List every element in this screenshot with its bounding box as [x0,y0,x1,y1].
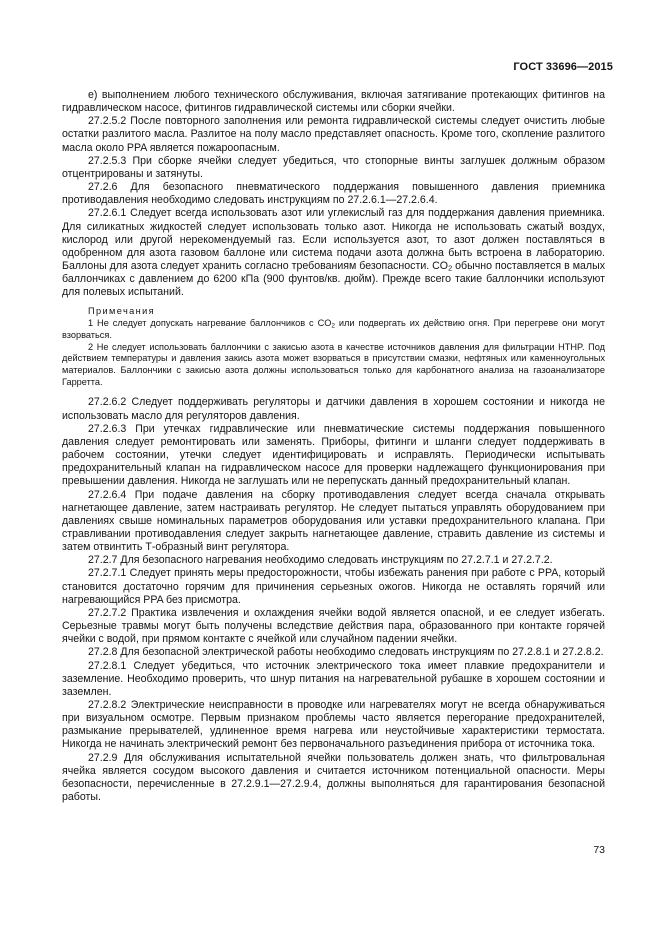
paragraph: 27.2.8 Для безопасной электрической работы необходимо следовать инструкциям по 27.2.8.1 и 27.2.8.2. [88,646,604,659]
paragraph-27-2-6-1 [62,207,605,299]
subscript: 2 [448,263,453,273]
paragraph: 27.2.6.4 При подаче давления на сборку противодавления следует всегда сначала открывать нагнетающее давление, затем настраивать регулятор. Не следует пытаться управлять оборудованием при давлениях свыше номинальных параметров оборудования или уставки предохранительного клапана. При стравливании противодавления следует закрыть нагнетающее давление, стравить давление из системы и затем отвинтить Т-образный винт регулятора. [62,488,605,554]
paragraph: 27.2.6 Для безопасного пневматического поддержания повышенного давления приемника противодавления необходимо следовать инструкциям по 27.2.6.1—27.2.6.4. [62,181,605,207]
notes-title: Примечания [88,305,156,316]
paragraph: 27.2.6.2 Следует поддерживать регуляторы и датчики давления в хорошем состоянии и никогда не использовать масло для регуляторов давления. [62,396,605,422]
note-1 [62,318,605,341]
body-text [62,89,605,804]
paragraph: 27.2.8.2 Электрические неисправности в проводке или нагревателях могут не всегда обнаруживаться при визуальном осмотре. Первым признаком проблемы часто является перегорание предохранителей, размыкание прерывателей, удлиненное время нагрева или неустойчивые характеристики термостата. Никогда не начинать электрический ремонт без первоначального разъединения прибора от источника тока. [62,699,605,751]
paragraph: e) выполнением любого технического обслуживания, включая затягивание протекающих фитингов на гидравлическом насосе, фитингов гидравлической системы или сборки ячейки. [62,89,605,115]
note-text-tail: или подвергать их действию огня. При перегреве они могут взорваться. [62,318,605,340]
paragraph: 27.2.7 Для безопасного нагревания необходимо следовать инструкциям по 27.2.7.1 и 27.2.7.2. [88,554,553,567]
note-2: 2 Не следует использовать баллончики с закисью азота в качестве источников давления для фильтрации HTHP. Под действием температуры и давления закись азота может взорваться в присутствии смазки, нефтяных или каменноугольных материалов. Баллончики с закисью азота должны использоваться только для карбонатного анализа на газоанализаторе Гарретта. [62,341,605,387]
notes-block [62,306,605,389]
paragraph-text: 27.2.6.1 Следует всегда использовать азот или углекислый газ для поддержания давления приемника. Для силикатных жидкостей следует использовать только азот. Никогда не использовать сжатый воздух, кислород или другой нерекомендуемый газ. Если используется азот, то азот должен поставляться в одобренном для азота газовом баллоне или система подачи азота должна быть встроена в лабораторию. Баллоны для азота следует хранить согласно требованиям безопасности. CO [62,207,605,273]
paragraph: 27.2.5.3 При сборке ячейки следует убедиться, что стопорные винты заглушек должным образом отцентрированы и затянуты. [62,154,605,180]
subscript: 2 [331,322,335,330]
paragraph: 27.2.6.3 При утечках гидравлические или пневматические системы поддержания повышенного давления следует ремонтировать или заменять. Приборы, фитинги и шланги следует поддерживать в рабочем состоянии, утечки следует идентифицировать и исправлять. Периодически испытывать предохранительный клапан на гидравлическом насосе для проверки надлежащего функционирования при превышении давления. Никогда не заглушать или не перепускать данный предохранительный клапан. [62,422,605,488]
paragraph: 27.2.7.2 Практика извлечения и охлаждения ячейки водой является опасной, и ее следует избегать. Серьезные травмы могут быть получены вследствие действия пара, образованного при контакте горячей ячейки с водой, при прямом контакте с ячейкой или случайном падении ячейки. [62,606,605,646]
page-number: 73 [593,844,605,856]
paragraph: 27.2.9 Для обслуживания испытательной ячейки пользователь должен знать, что фильтровальная ячейка является сосудом высокого давления и считается источником потенциальной опасности. Меры безопасности, перечисленные в 27.2.9.1—27.2.9.4, должны выполняться для гарантирования безопасной работы. [62,751,605,804]
paragraph-text-tail: обычно поставляется в малых баллончиках с давлением до 6200 кПа (900 фунтов/кв. дюйм). Прежде всего такие баллончики используют для полевых испытаний. [62,260,606,299]
paragraph: 27.2.8.1 Следует убедиться, что источник электрического тока имеет плавкие предохранители и заземление. Необходимо проверить, что шнур питания на нагревательной рубашке в хорошем состоянии и заземлен. [62,659,605,698]
paragraph: 27.2.5.2 После повторного заполнения или ремонта гидравлической системы следует очистить любые остатки разлитого масла. Разлитое на полу масло представляет опасность. Кроме того, скопление разлитого масла около PPA является пожароопасным. [62,115,605,154]
document-code: ГОСТ 33696—2015 [513,61,613,73]
note-text: 1 Не следует допускать нагревание баллончиков с CO [88,318,332,329]
paragraph: 27.2.7.1 Следует принять меры предосторожности, чтобы избежать ранения при работе с PPA, который становится достаточно горячим для причинения серьезных ожогов. Никогда не оставлять горячий или нагревающийся PPA без присмотра. [62,567,605,606]
